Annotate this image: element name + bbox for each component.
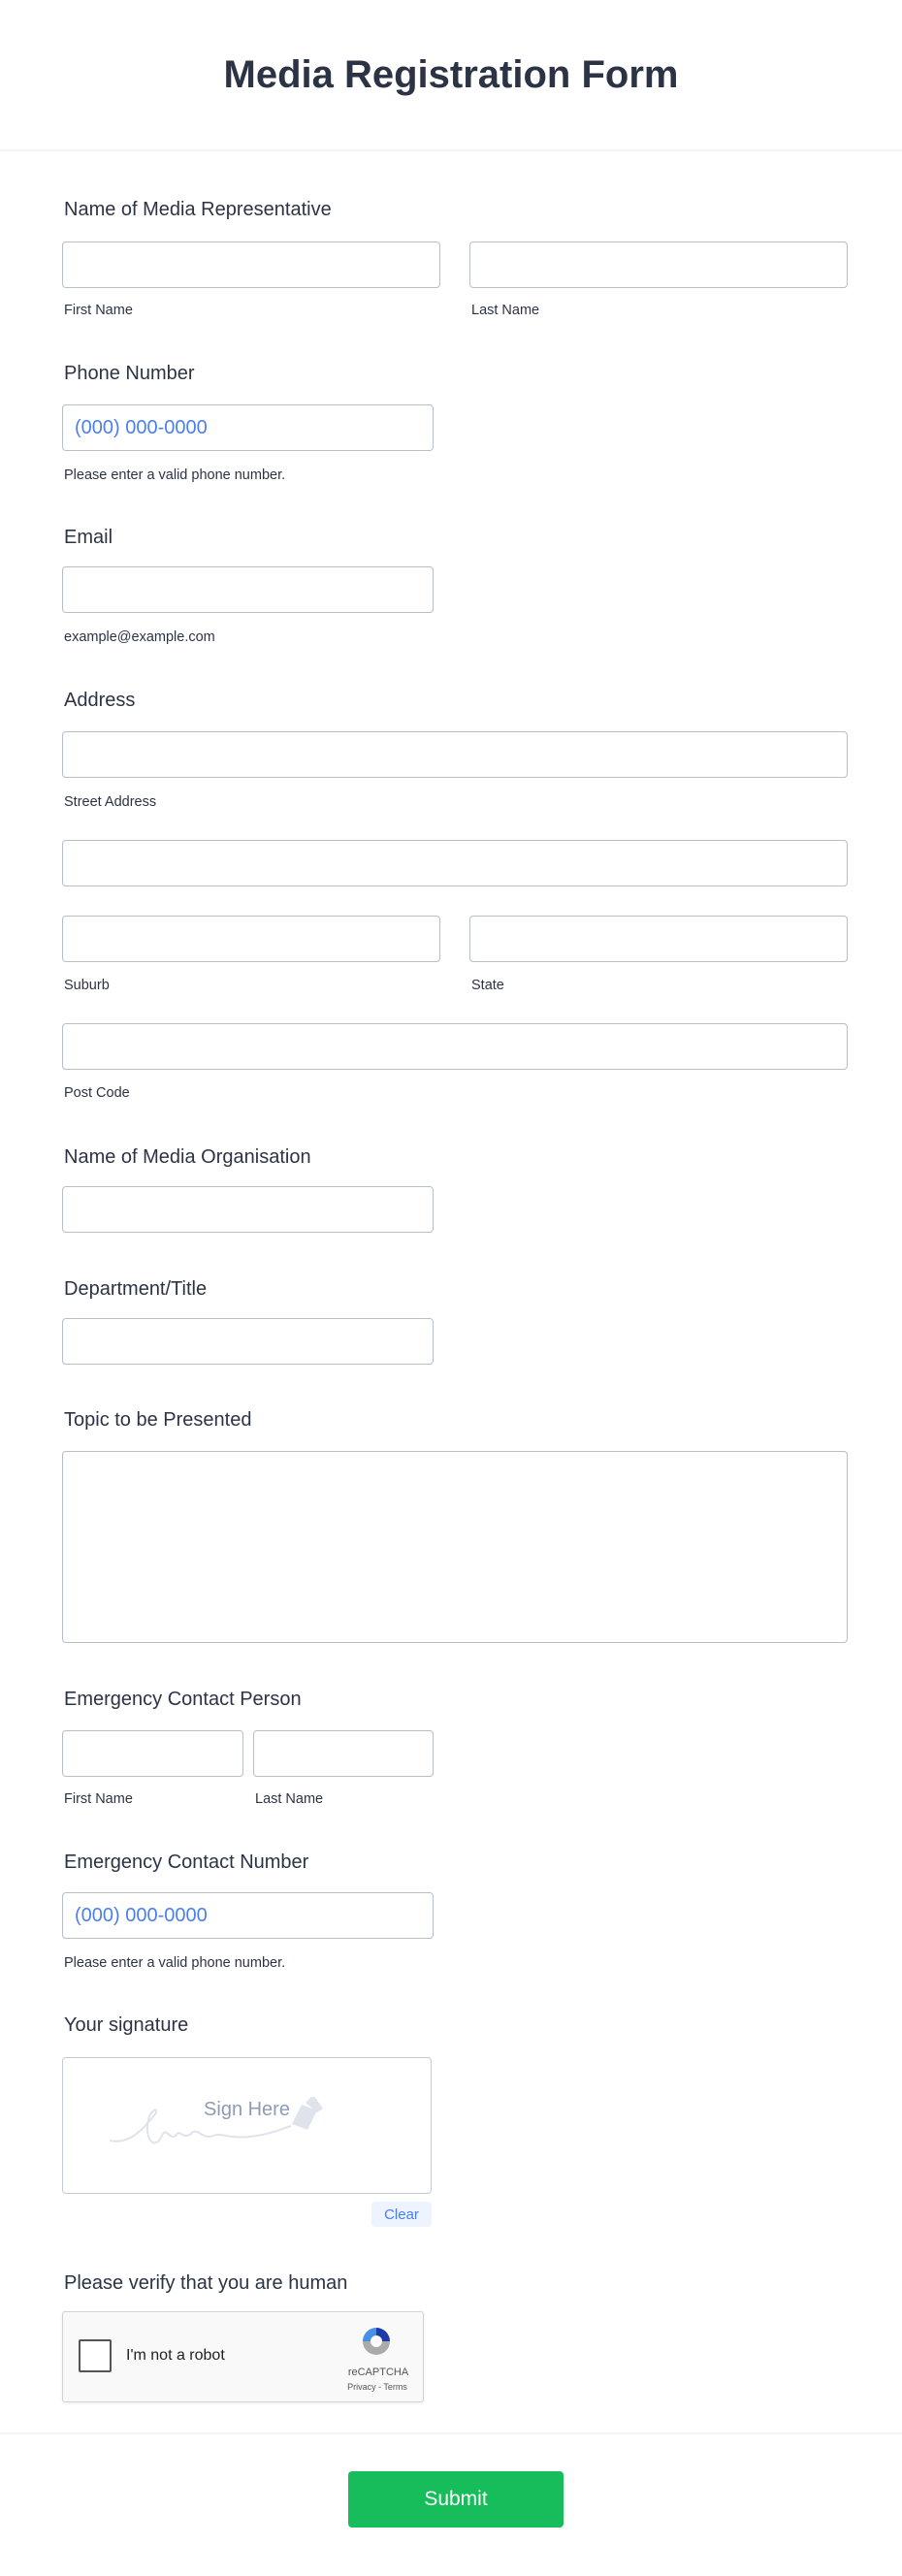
emergency-first-sublabel: First Name	[64, 1791, 133, 1807]
email-label: Email	[64, 527, 113, 548]
state-input[interactable]	[469, 916, 848, 962]
emergency-last-sublabel: Last Name	[255, 1791, 324, 1807]
suburb-sublabel: Suburb	[64, 978, 110, 993]
captcha-text: I'm not a robot	[126, 2347, 225, 2364]
topic-textarea[interactable]	[62, 1451, 848, 1643]
signature-pad[interactable]	[62, 2057, 432, 2194]
emergency-number-label: Emergency Contact Number	[64, 1852, 309, 1873]
org-label: Name of Media Organisation	[64, 1146, 311, 1168]
emergency-number-help: Please enter a valid phone number.	[64, 1955, 286, 1971]
topic-label: Topic to be Presented	[64, 1409, 252, 1431]
recaptcha-links[interactable]: Privacy - Terms	[347, 2382, 407, 2392]
street-sublabel: Street Address	[64, 794, 157, 810]
rep-last-name-input[interactable]	[469, 242, 848, 288]
email-input[interactable]	[62, 566, 434, 613]
rep-name-label: Name of Media Representative	[64, 199, 332, 220]
state-sublabel: State	[471, 978, 504, 993]
recaptcha-logo-icon	[359, 2324, 394, 2359]
phone-label: Phone Number	[64, 363, 195, 384]
postcode-input[interactable]	[62, 1023, 848, 1070]
captcha-label: Please verify that you are human	[64, 2272, 348, 2294]
dept-input[interactable]	[62, 1318, 434, 1365]
form-header	[0, 0, 902, 151]
emergency-label: Emergency Contact Person	[64, 1689, 302, 1710]
address-label: Address	[64, 690, 136, 711]
phone-input[interactable]: (000) 000-0000	[62, 404, 434, 451]
emergency-first-name-input[interactable]	[62, 1730, 243, 1777]
signature-scribble-icon	[102, 2097, 393, 2165]
clear-signature-button[interactable]: Clear	[371, 2202, 432, 2227]
rep-first-name-input[interactable]	[62, 242, 440, 288]
emergency-number-input[interactable]: (000) 000-0000	[62, 1892, 434, 1939]
dept-label: Department/Title	[64, 1278, 208, 1300]
phone-help: Please enter a valid phone number.	[64, 467, 286, 483]
recaptcha-widget	[62, 2311, 424, 2402]
suburb-input[interactable]	[62, 916, 440, 962]
street-address-input[interactable]	[62, 731, 848, 778]
first-name-sublabel: First Name	[64, 303, 133, 318]
page-title: Media Registration Form	[223, 52, 679, 96]
signature-label: Your signature	[64, 2014, 189, 2036]
org-input[interactable]	[62, 1186, 434, 1233]
captcha-checkbox[interactable]	[79, 2339, 112, 2372]
sign-here-text: Sign Here	[204, 2099, 290, 2120]
postcode-sublabel: Post Code	[64, 1085, 130, 1101]
submit-button[interactable]: Submit	[348, 2471, 564, 2528]
street-address-line2-input[interactable]	[62, 840, 848, 886]
recaptcha-brand: reCAPTCHA	[347, 2367, 409, 2378]
last-name-sublabel: Last Name	[471, 303, 540, 318]
email-help: example@example.com	[64, 629, 215, 645]
emergency-last-name-input[interactable]	[253, 1730, 434, 1777]
